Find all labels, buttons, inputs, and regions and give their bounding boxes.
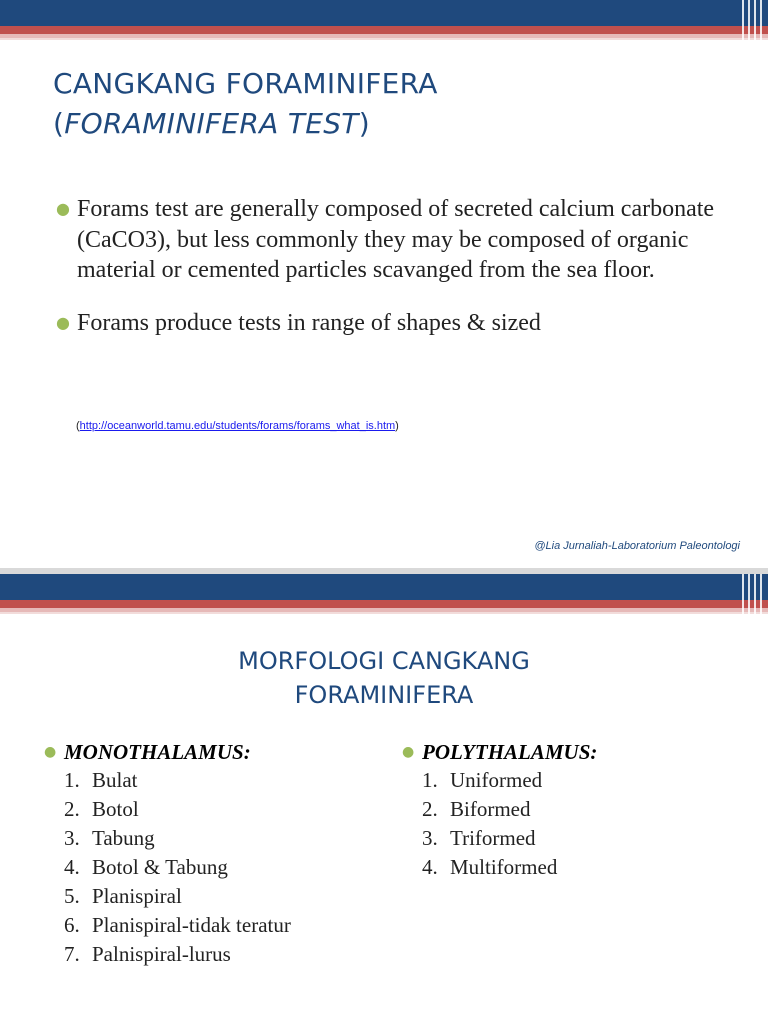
slide-title-line2: FORAMINIFERA bbox=[294, 681, 474, 709]
header-stripes bbox=[738, 574, 768, 618]
polythalamus-column bbox=[402, 738, 732, 882]
header-band-light bbox=[0, 612, 768, 614]
bullet-text: Forams produce tests in range of shapes & sized bbox=[77, 309, 541, 336]
bullet-dot-icon: ● bbox=[56, 312, 70, 332]
monothalamus-column bbox=[44, 738, 374, 969]
header-stripes bbox=[738, 0, 768, 44]
slide-title bbox=[53, 64, 733, 144]
credit-text: @Lia Jurnaliah-Laboratorium Paleontologi bbox=[534, 540, 740, 552]
bullet-list bbox=[56, 194, 736, 338]
slide-2 bbox=[0, 574, 768, 1024]
bullet-item bbox=[56, 308, 736, 339]
bullet-item bbox=[56, 194, 736, 286]
list-item: 1. Uniformed bbox=[422, 768, 543, 792]
header-band-light bbox=[0, 38, 768, 40]
list-item: 4. Multiformed bbox=[422, 855, 558, 879]
bullet-dot-icon: ● bbox=[44, 744, 57, 760]
list-item: 1. Bulat bbox=[64, 768, 138, 792]
header-band-blue bbox=[0, 574, 768, 600]
list-item: 2. Botol bbox=[64, 797, 139, 821]
polythalamus-list bbox=[402, 766, 732, 882]
slide-title-line2: (FORAMINIFERA TEST) bbox=[53, 107, 370, 140]
list-item: 3. Triformed bbox=[422, 826, 536, 850]
list-item: 3. Tabung bbox=[64, 826, 155, 850]
monothalamus-list bbox=[44, 766, 374, 969]
header-band-red bbox=[0, 600, 768, 608]
monothalamus-heading: ● MONOTHALAMUS: bbox=[44, 740, 251, 764]
reference-link[interactable]: http://oceanworld.tamu.edu/students/forams/forams_what_is.htm bbox=[79, 420, 396, 432]
list-item: 7. Palnispiral-lurus bbox=[64, 942, 231, 966]
polythalamus-heading: ● POLYTHALAMUS: bbox=[402, 740, 598, 764]
list-item: 6. Planispiral-tidak teratur bbox=[64, 913, 291, 937]
bullet-text: Forams test are generally composed of secreted calcium carbonate (CaCO3), but less commonly they may be composed of organic material or cemented particles scavanged from the sea floor. bbox=[77, 196, 715, 283]
list-item: 4. Botol & Tabung bbox=[64, 855, 228, 879]
slide-title-italic: FORAMINIFERA TEST bbox=[64, 107, 359, 140]
list-item: 2. Biformed bbox=[422, 797, 531, 821]
slide-title-line1: CANGKANG FORAMINIFERA bbox=[53, 67, 438, 100]
bullet-dot-icon: ● bbox=[402, 744, 415, 760]
list-item: 5. Planispiral bbox=[64, 884, 182, 908]
reference: (http://oceanworld.tamu.edu/students/forams/forams_what_is.htm) bbox=[76, 420, 399, 432]
header-band-blue bbox=[0, 0, 768, 26]
slide-title-line1: MORFOLOGI CANGKANG bbox=[238, 647, 530, 675]
slide-title bbox=[0, 644, 768, 712]
bullet-dot-icon: ● bbox=[56, 199, 70, 218]
header-band-red bbox=[0, 26, 768, 34]
